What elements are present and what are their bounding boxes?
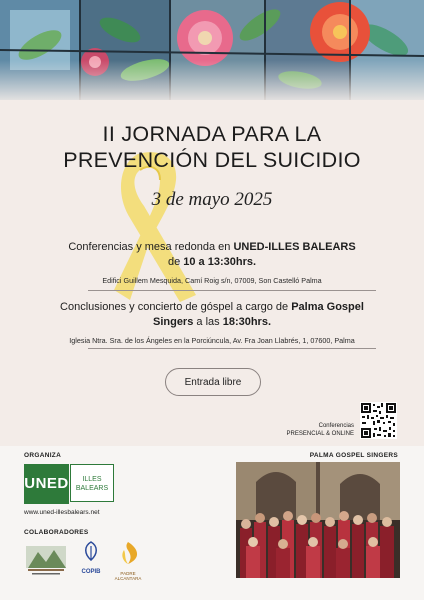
flame-icon xyxy=(112,540,144,566)
uned-logo-mark: UNED xyxy=(24,464,69,504)
colaboradores-label: COLABORADORES xyxy=(24,529,89,536)
organiza-label: ORGANIZA xyxy=(24,452,62,459)
uned-logo xyxy=(24,464,116,504)
concert-line-1 xyxy=(20,300,404,315)
event-date: 3 de mayo 2025 xyxy=(151,189,273,210)
venue-name: UNED-ILLES BALEARS xyxy=(233,241,356,253)
uned-website-link[interactable]: www.uned-illesbalears.net xyxy=(24,509,100,516)
conference-line-2 xyxy=(20,255,404,270)
conference-line-1 xyxy=(20,240,404,255)
title-line-1: II JORNADA PARA LA xyxy=(102,122,322,146)
gospel-label: PALMA GOSPEL SINGERS xyxy=(309,452,398,459)
choir-name-2: Singers xyxy=(152,316,194,328)
title-line-2: PREVENCIÓN DEL SUICIDIO xyxy=(63,148,361,172)
conferencias-line-2: PRESENCIAL & ONLINE xyxy=(286,431,354,437)
copib-logo xyxy=(76,540,106,576)
concert-line-2 xyxy=(20,315,404,330)
conferencias-note xyxy=(287,422,354,438)
illes-label: ILLES xyxy=(82,476,102,483)
conferencias-line-1: Conferencias xyxy=(318,423,354,429)
entrada-libre-badge: Entrada libre xyxy=(165,368,261,396)
padre-alcantara-logo xyxy=(112,540,144,581)
choir-name-1: Palma Gospel xyxy=(291,301,364,313)
illes-balears-box xyxy=(70,464,114,502)
gospel-choir-photo xyxy=(236,462,400,578)
concert-info xyxy=(20,300,404,345)
padre-alcantara-label: PADRE ALCANTARA xyxy=(114,571,142,581)
concert-address: Iglesia Ntra. Sra. de los Ángeles en la Porciúncula, Av. Fra Joan Llabrés, 1, 07600, Palma xyxy=(69,336,355,345)
divider xyxy=(88,290,376,291)
page-title xyxy=(0,121,424,173)
divider xyxy=(88,348,376,349)
balears-label: BALEARS xyxy=(75,485,109,492)
conference-info xyxy=(20,240,404,285)
time-prefix: de xyxy=(167,256,184,268)
conference-time: 10 a 13:30hrs. xyxy=(183,256,257,268)
qr-code-icon[interactable] xyxy=(360,402,397,439)
conference-text: Conferencias y mesa redonda en xyxy=(68,241,234,253)
time-prefix: a las xyxy=(193,316,223,328)
collaborator-logo-1 xyxy=(24,542,70,576)
copib-label: COPIB xyxy=(81,569,101,575)
conference-address: Edifici Guillem Mesquida, Camí Roig s/n, 07009, Son Castelló Palma xyxy=(102,276,322,285)
concert-text: Conclusiones y concierto de góspel a cargo de xyxy=(60,301,292,313)
copib-mark-icon xyxy=(76,540,106,564)
banner-fade xyxy=(0,60,424,105)
concert-time: 18:30hrs. xyxy=(222,316,272,328)
